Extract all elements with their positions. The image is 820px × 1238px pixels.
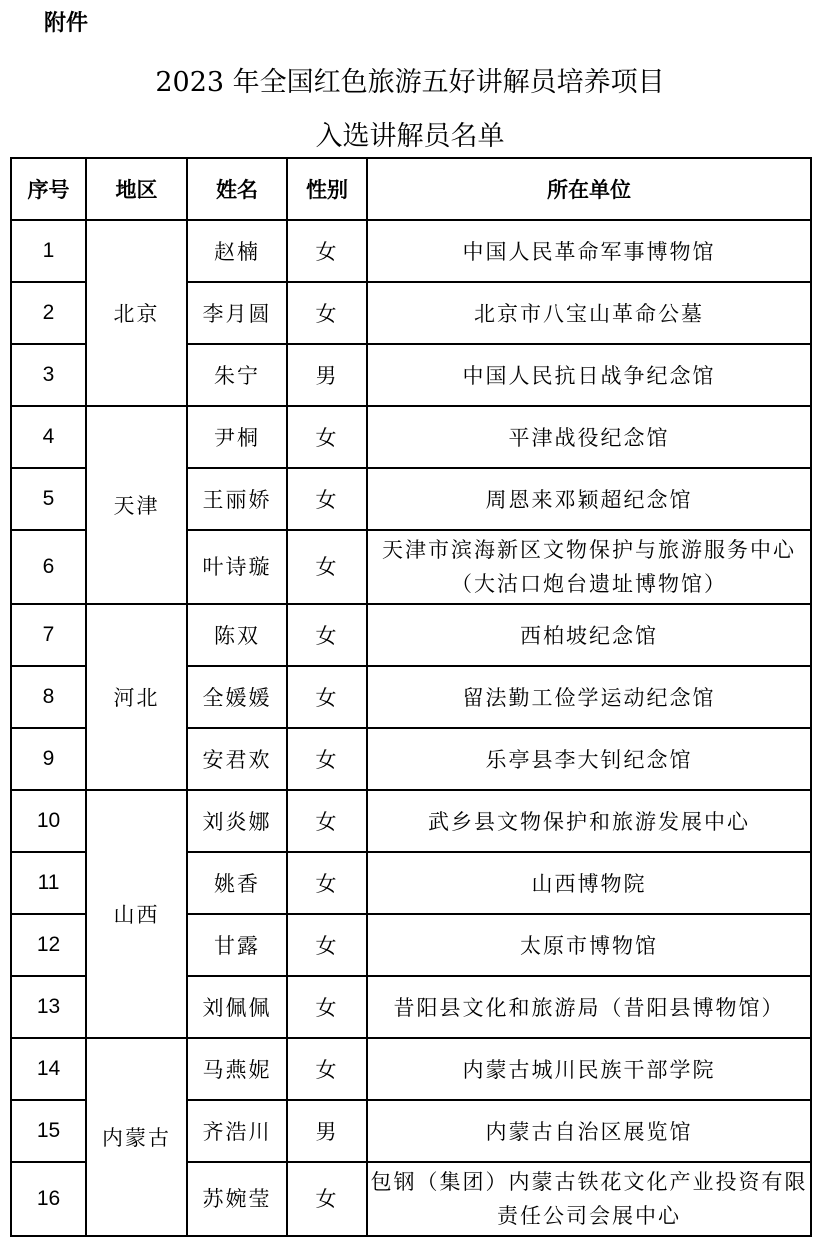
guide-gender: 男 (287, 1100, 367, 1162)
guide-name: 马燕妮 (187, 1038, 287, 1100)
guide-name: 尹桐 (187, 406, 287, 468)
row-number: 9 (11, 728, 86, 790)
document-title-line2: 入选讲解员名单 (315, 121, 505, 152)
guide-gender: 女 (287, 282, 367, 344)
row-number: 13 (11, 976, 86, 1038)
guide-name: 李月圆 (187, 282, 287, 344)
guide-gender: 女 (287, 914, 367, 976)
guide-gender: 女 (287, 1162, 367, 1236)
guide-name: 刘炎娜 (187, 790, 287, 852)
row-number: 1 (11, 220, 86, 282)
row-number: 10 (11, 790, 86, 852)
guide-list-table (10, 157, 812, 1237)
guide-unit: 周恩来邓颖超纪念馆 (367, 468, 811, 530)
guide-unit: 包钢（集团）内蒙古铁花文化产业投资有限责任公司会展中心 (367, 1162, 811, 1236)
guide-unit: 平津战役纪念馆 (367, 406, 811, 468)
guide-name: 赵楠 (187, 220, 287, 282)
guide-name: 姚香 (187, 852, 287, 914)
region-cell: 山西 (86, 790, 187, 1038)
region-cell: 河北 (86, 604, 187, 790)
row-number: 11 (11, 852, 86, 914)
table-row (11, 406, 811, 468)
guide-gender: 女 (287, 666, 367, 728)
guide-name: 叶诗璇 (187, 530, 287, 604)
row-number: 6 (11, 530, 86, 604)
guide-unit: 内蒙古自治区展览馆 (367, 1100, 811, 1162)
guide-unit: 昔阳县文化和旅游局（昔阳县博物馆） (367, 976, 811, 1038)
guide-unit: 武乡县文物保护和旅游发展中心 (367, 790, 811, 852)
guide-name: 甘露 (187, 914, 287, 976)
guide-gender: 女 (287, 976, 367, 1038)
region-cell: 内蒙古 (86, 1038, 187, 1236)
guide-name: 齐浩川 (187, 1100, 287, 1162)
table-row (11, 1038, 811, 1100)
guide-unit: 太原市博物馆 (367, 914, 811, 976)
row-number: 14 (11, 1038, 86, 1100)
attachment-label: 附件 (44, 11, 89, 36)
guide-unit: 留法勤工俭学运动纪念馆 (367, 666, 811, 728)
guide-unit: 中国人民抗日战争纪念馆 (367, 344, 811, 406)
guide-name: 刘佩佩 (187, 976, 287, 1038)
guide-gender: 女 (287, 790, 367, 852)
row-number: 16 (11, 1162, 86, 1236)
guide-gender: 女 (287, 728, 367, 790)
row-number: 8 (11, 666, 86, 728)
table-row (11, 604, 811, 666)
document-title-line1: 2023 年全国红色旅游五好讲解员培养项目 (155, 67, 665, 98)
guide-gender: 女 (287, 468, 367, 530)
guide-gender: 男 (287, 344, 367, 406)
header-region: 地区 (86, 158, 187, 220)
table-header-row (11, 158, 811, 220)
row-number: 15 (11, 1100, 86, 1162)
guide-unit: 北京市八宝山革命公墓 (367, 282, 811, 344)
header-gender: 性别 (287, 158, 367, 220)
header-unit: 所在单位 (367, 158, 811, 220)
row-number: 3 (11, 344, 86, 406)
region-cell: 天津 (86, 406, 187, 604)
row-number: 5 (11, 468, 86, 530)
guide-name: 陈双 (187, 604, 287, 666)
row-number: 2 (11, 282, 86, 344)
row-number: 12 (11, 914, 86, 976)
guide-gender: 女 (287, 604, 367, 666)
guide-name: 安君欢 (187, 728, 287, 790)
guide-gender: 女 (287, 220, 367, 282)
guide-unit: 乐亭县李大钊纪念馆 (367, 728, 811, 790)
guide-unit: 山西博物院 (367, 852, 811, 914)
guide-gender: 女 (287, 1038, 367, 1100)
region-cell: 北京 (86, 220, 187, 406)
row-number: 4 (11, 406, 86, 468)
guide-name: 王丽娇 (187, 468, 287, 530)
guide-name: 全媛媛 (187, 666, 287, 728)
guide-unit: 天津市滨海新区文物保护与旅游服务中心 （大沽口炮台遗址博物馆） (367, 530, 811, 604)
header-name: 姓名 (187, 158, 287, 220)
guide-gender: 女 (287, 530, 367, 604)
table-row (11, 790, 811, 852)
guide-unit: 内蒙古城川民族干部学院 (367, 1038, 811, 1100)
guide-unit: 中国人民革命军事博物馆 (367, 220, 811, 282)
guide-gender: 女 (287, 852, 367, 914)
guide-name: 朱宁 (187, 344, 287, 406)
guide-gender: 女 (287, 406, 367, 468)
row-number: 7 (11, 604, 86, 666)
guide-unit: 西柏坡纪念馆 (367, 604, 811, 666)
guide-name: 苏婉莹 (187, 1162, 287, 1236)
header-no: 序号 (11, 158, 86, 220)
table-row (11, 220, 811, 282)
